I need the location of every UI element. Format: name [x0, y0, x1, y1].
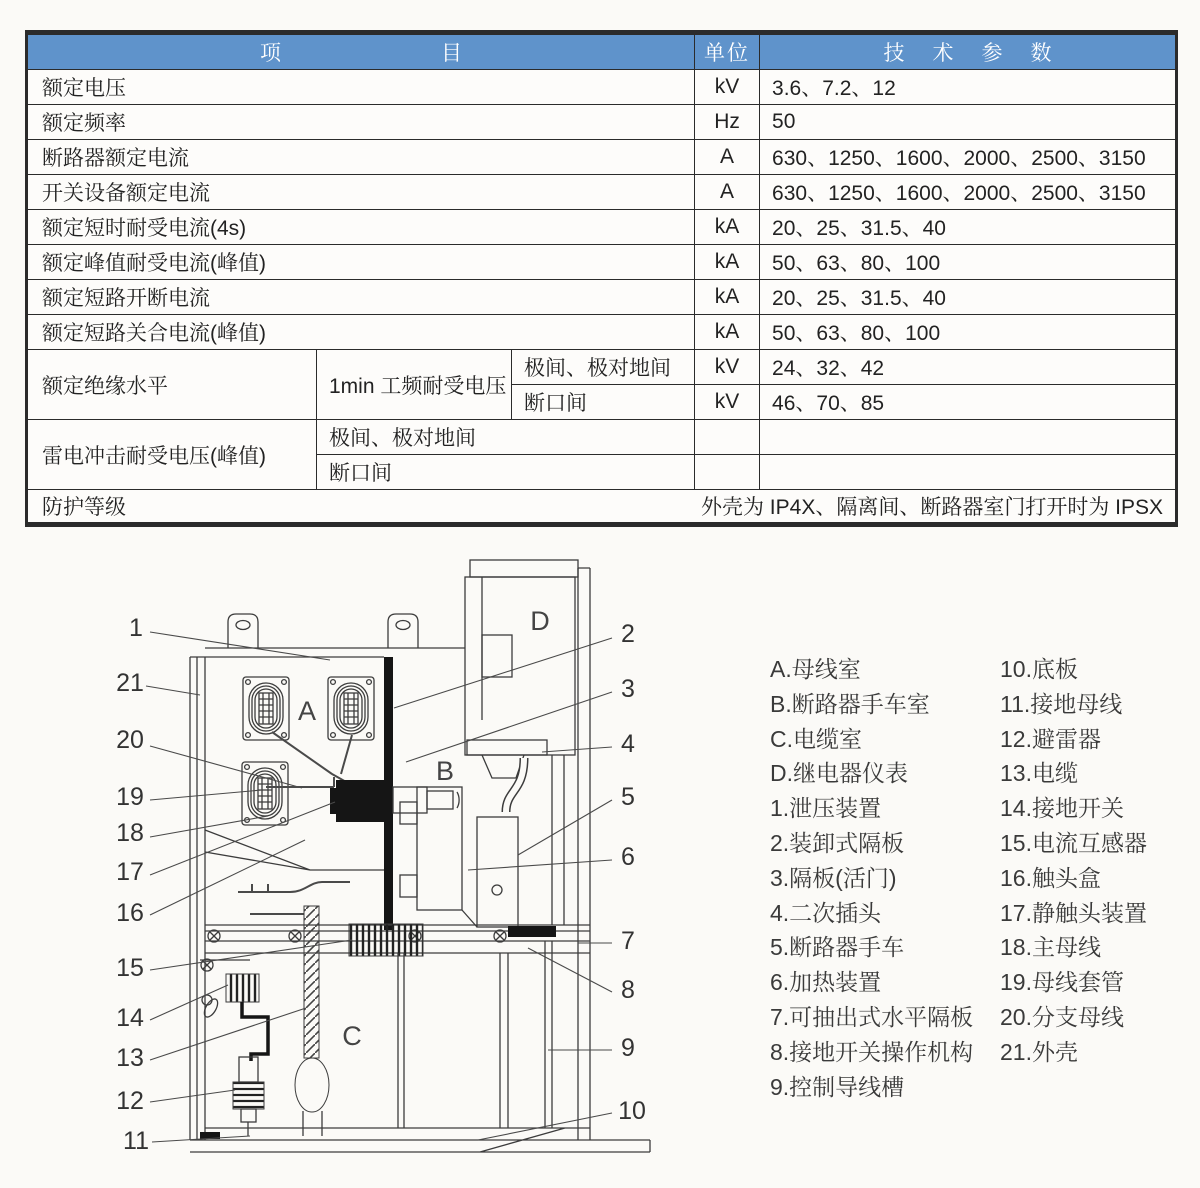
- row-condition: 断口间: [317, 455, 695, 490]
- row-unit: A: [695, 175, 760, 210]
- callout-6: 6: [621, 843, 635, 871]
- callout-5: 5: [621, 783, 635, 811]
- lifting-lug-icon: [228, 614, 258, 648]
- callout-2: 2: [621, 620, 635, 648]
- row-condition: 极间、极对地间: [512, 350, 695, 385]
- cable-compartment: [398, 941, 552, 1128]
- row-item: 开关设备额定电流: [27, 175, 695, 210]
- legend-item: 9.控制导线槽: [770, 1073, 905, 1100]
- lifting-lug-icon: [388, 614, 418, 648]
- header-params: 技术参数: [760, 33, 1177, 70]
- row-value: 630、1250、1600、2000、2500、3150: [760, 175, 1177, 210]
- legend-item: 4.二次插头: [770, 899, 882, 926]
- enclosure-right-wall: [552, 568, 590, 1140]
- table-row: [27, 70, 1177, 105]
- table-row-insulation-1: [27, 350, 1177, 385]
- row-value: 20、25、31.5、40: [760, 210, 1177, 245]
- row-value: 46、70、85: [760, 385, 1177, 420]
- row-unit-empty: [695, 420, 760, 455]
- leader-lines-right: [394, 638, 612, 1140]
- table-row: [27, 210, 1177, 245]
- surge-arrester: [233, 1057, 264, 1136]
- row-unit: kA: [695, 245, 760, 280]
- row-item: 额定短路关合电流(峰值): [27, 315, 695, 350]
- row-item: 额定峰值耐受电流(峰值): [27, 245, 695, 280]
- callout-10: 10: [618, 1097, 646, 1125]
- legend-item: 5.断路器手车: [770, 934, 905, 961]
- table-row: [27, 245, 1177, 280]
- row-value: 50: [760, 105, 1177, 140]
- static-contact-assembly: [330, 780, 459, 822]
- bottom-plate: [190, 1128, 650, 1152]
- header-unit: 单位: [695, 33, 760, 70]
- callout-8: 8: [621, 976, 635, 1004]
- protection-value: 外壳为 IP4X、隔离间、断路器室门打开时为 IPSX: [700, 496, 1164, 519]
- table-row: [27, 105, 1177, 140]
- legend-item: 11.接地母线: [1000, 690, 1123, 717]
- row-unit: kV: [695, 385, 760, 420]
- spec-table: [25, 30, 1178, 527]
- callout-17: 17: [116, 858, 144, 886]
- bolt-icon: [494, 930, 506, 942]
- legend-item: 17.静触头装置: [1000, 899, 1147, 926]
- callout-11: 11: [123, 1127, 149, 1155]
- legend-item: B.断路器手车室: [770, 690, 930, 717]
- legend-item: 19.母线套管: [1000, 969, 1124, 996]
- legend-item: 7.可抽出式水平隔板: [770, 1003, 974, 1030]
- secondary-plug: [467, 740, 547, 812]
- row-unit-empty: [695, 455, 760, 490]
- legend-item: 20.分支母线: [1000, 1003, 1124, 1030]
- header-item: 项目: [27, 33, 695, 70]
- row-value: 20、25、31.5、40: [760, 280, 1177, 315]
- row-unit: kV: [695, 70, 760, 105]
- top-plate-and-lugs: [205, 614, 465, 657]
- row-item: 额定短路开断电流: [27, 280, 695, 315]
- protection-label: 防护等级: [42, 496, 126, 519]
- legend-item: D.继电器仪表: [770, 760, 908, 787]
- compartment-c-label: C: [342, 1021, 362, 1051]
- legend-col-2: [1000, 652, 1180, 1104]
- row-value: 24、32、42: [760, 350, 1177, 385]
- earthing-switch: [200, 959, 259, 1019]
- legend-item: 8.接地开关操作机构: [770, 1038, 974, 1065]
- callout-15: 15: [116, 954, 144, 982]
- legend: [770, 652, 1180, 1104]
- row-item: 额定电压: [27, 70, 695, 105]
- row-item: 断路器额定电流: [27, 140, 695, 175]
- table-row-lightning-1: [27, 420, 1177, 455]
- callout-7: 7: [621, 927, 635, 955]
- down-conductor: [242, 1002, 268, 1061]
- legend-item: 18.主母线: [1000, 934, 1101, 961]
- table-row: [27, 280, 1177, 315]
- row-value: 50、63、80、100: [760, 245, 1177, 280]
- table-row: [27, 175, 1177, 210]
- row-unit: kV: [695, 350, 760, 385]
- legend-item: A.母线室: [770, 656, 861, 682]
- row-unit: Hz: [695, 105, 760, 140]
- legend-item: 2.装卸式隔板: [770, 829, 905, 856]
- callout-14: 14: [116, 1004, 144, 1032]
- legend-item: C.电缆室: [770, 725, 862, 752]
- legend-item: 15.电流互感器: [1000, 829, 1147, 856]
- callout-16: 16: [116, 899, 144, 927]
- callout-20: 20: [116, 726, 144, 754]
- row-condition: 断口间: [512, 385, 695, 420]
- callout-9: 9: [621, 1034, 635, 1062]
- row-value: 50、63、80、100: [760, 315, 1177, 350]
- row-unit: kA: [695, 280, 760, 315]
- row-unit: kA: [695, 315, 760, 350]
- bushing-plate-icon: [242, 762, 288, 825]
- branch-conductors: [238, 882, 350, 914]
- compartment-b-label: B: [435, 756, 455, 786]
- row-value: 3.6、7.2、12: [760, 70, 1177, 105]
- table-row: [27, 140, 1177, 175]
- legend-item: 6.加热装置: [770, 969, 882, 996]
- table-row: [27, 315, 1177, 350]
- callout-13: 13: [116, 1044, 144, 1072]
- protection-row-cell: [27, 490, 1177, 525]
- relay-instrument-box: [465, 560, 578, 755]
- callout-1: 1: [129, 614, 143, 642]
- table-row-protection: [27, 490, 1177, 525]
- legend-item: 16.触头盒: [1000, 864, 1101, 891]
- callout-numbers: [116, 614, 646, 1155]
- legend-item: 14.接地开关: [1000, 795, 1124, 822]
- row-subitem: 1min 工频耐受电压: [317, 350, 512, 420]
- bolt-icon: [289, 930, 301, 942]
- bushing-plate-icon: [243, 677, 289, 740]
- callout-18: 18: [116, 819, 144, 847]
- callout-19: 19: [116, 783, 144, 811]
- callout-3: 3: [621, 675, 635, 703]
- bolt-icon: [208, 930, 220, 942]
- legend-item: 3.隔板(活门): [770, 864, 897, 891]
- row-value: 630、1250、1600、2000、2500、3150: [760, 140, 1177, 175]
- legend-item: 21.外壳: [1000, 1038, 1078, 1065]
- breaker-handcart: [400, 787, 518, 927]
- row-item: 额定频率: [27, 105, 695, 140]
- current-transformer: [349, 924, 423, 956]
- legend-item: 1.泄压装置: [770, 795, 882, 822]
- row-unit: kA: [695, 210, 760, 245]
- compartment-d-label: D: [530, 606, 550, 636]
- legend-col-1: [770, 652, 1000, 1104]
- row-condition: 极间、极对地间: [317, 420, 695, 455]
- busbar-compartment: [205, 677, 384, 870]
- enclosure-left-wall: [190, 657, 205, 1140]
- callout-4: 4: [621, 730, 635, 758]
- legend-item: 13.电缆: [1000, 760, 1078, 787]
- row-item: 额定短时耐受电流(4s): [27, 210, 695, 245]
- legend-item: 10.底板: [1000, 656, 1078, 682]
- row-item: 额定绝缘水平: [27, 350, 317, 420]
- row-value-empty: [760, 455, 1177, 490]
- legend-item: 12.避雷器: [1000, 725, 1101, 752]
- table-header-row: [27, 33, 1177, 70]
- row-value-empty: [760, 420, 1177, 455]
- row-unit: A: [695, 140, 760, 175]
- compartment-a-label: A: [297, 696, 317, 726]
- row-item: 雷电冲击耐受电压(峰值): [27, 420, 317, 490]
- bushing-plate-icon: [328, 677, 374, 740]
- callout-21: 21: [116, 669, 144, 697]
- callout-12: 12: [116, 1087, 144, 1115]
